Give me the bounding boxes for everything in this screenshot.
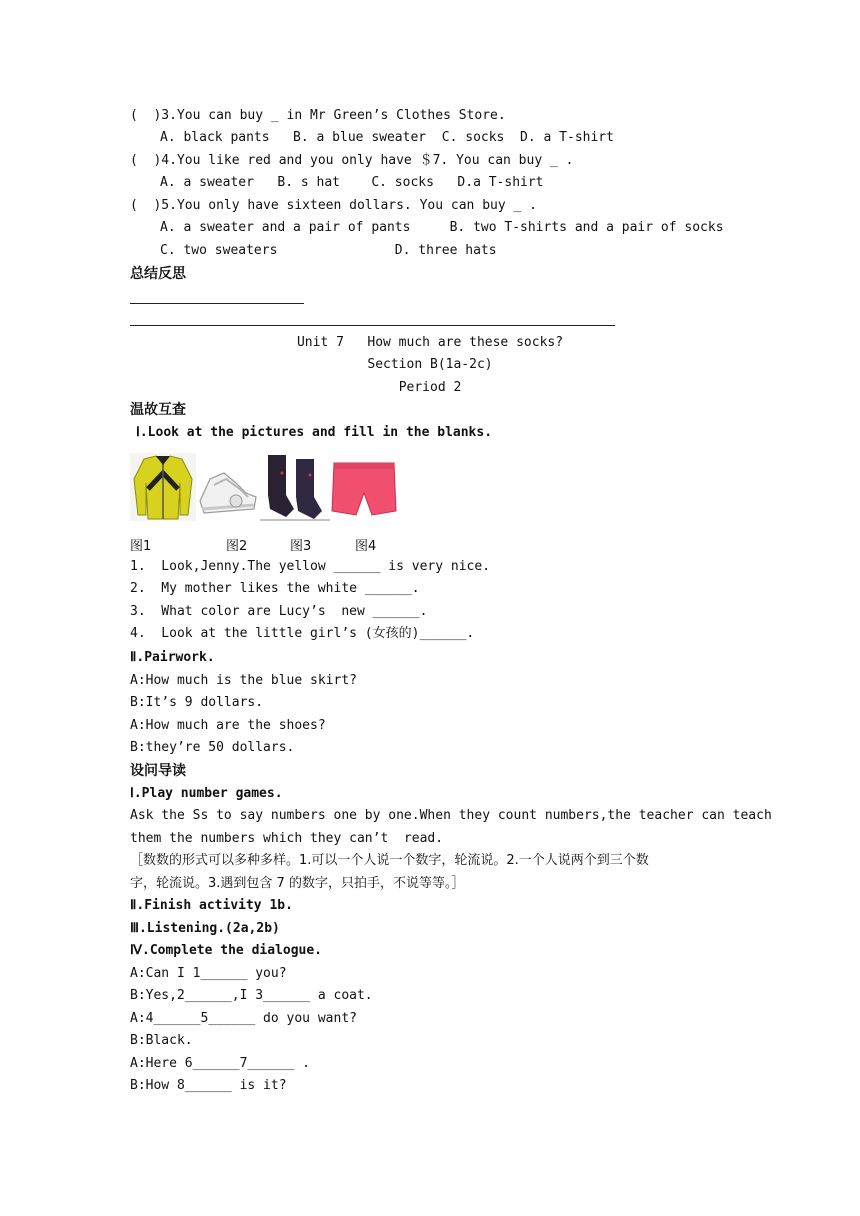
question-3-options: A. black pants B. a blue sweater C. socks D. a T-shirt: [160, 130, 614, 145]
question-3: ( )3.You can buy _ in Mr Green’s Clothes Store.: [130, 108, 506, 123]
fill-item-1: 1. Look,Jenny.The yellow ______ is very nice.: [130, 559, 491, 574]
dialogue-line-3: A:4______5______ do you want?: [130, 1011, 357, 1026]
white-shoes-image: [196, 453, 260, 521]
dialogue-line-4: B:Black.: [130, 1033, 193, 1048]
pairwork-line-1: A:How much is the blue skirt?: [130, 673, 357, 688]
pairwork-line-3: A:How much are the shoes?: [130, 718, 326, 733]
caption-1: 图1: [130, 539, 152, 554]
reflection-heading: 总结反思: [130, 266, 186, 282]
guide-part-1: Ⅰ.Play number games.: [130, 786, 283, 801]
question-5-options-a: A. a sweater and a pair of pants B. two T-shirts and a pair of socks: [160, 220, 724, 235]
question-4-options: A. a sweater B. s hat C. socks D.a T-shirt: [160, 175, 544, 190]
dialogue-line-6: B:How 8______ is it?: [130, 1078, 287, 1093]
yellow-jacket-image: [130, 453, 196, 521]
guide-heading: 设问导读: [130, 763, 186, 779]
guide-note-2: 字，轮流说。3.遇到包含 7 的数字，只拍手，不说等等。］: [130, 876, 465, 891]
caption-3: 图3: [290, 539, 312, 554]
guide-text-2: them the numbers which they can’t read.: [130, 831, 444, 846]
dialogue-line-1: A:Can I 1______ you?: [130, 966, 287, 981]
pink-shorts-image: [330, 453, 398, 521]
guide-part-3: Ⅲ.Listening.(2a,2b): [130, 921, 280, 936]
section-title: Section B(1a-2c): [367, 357, 493, 372]
fill-item-2: 2. My mother likes the white ______.: [130, 581, 420, 596]
review-heading: 温故互查: [130, 402, 186, 418]
review-part-1: Ⅰ.Look at the pictures and fill in the blanks.: [136, 425, 493, 440]
unit-title: Unit 7 How much are these socks?: [296, 335, 564, 350]
section-divider: [130, 325, 615, 326]
pairwork-line-2: B:It’s 9 dollars.: [130, 695, 264, 710]
guide-note-1: ［数数的形式可以多种多样。1.可以一个人说一个数字，轮流说。2.一个人说两个到三个数: [130, 853, 649, 868]
fill-item-4: 4. Look at the little girl’s (女孩的)______.: [130, 626, 475, 641]
caption-4: 图4: [355, 539, 377, 554]
period-title: Period 2: [398, 380, 462, 395]
pairwork-line-4: B:they’re 50 dollars.: [130, 740, 295, 755]
fill-item-3: 3. What color are Lucy’s new ______.: [130, 604, 428, 619]
question-5-options-b: C. two sweaters D. three hats: [160, 243, 497, 258]
question-4: ( )4.You like red and you only have ＄7. You can buy _ .: [130, 153, 574, 168]
guide-part-2: Ⅱ.Finish activity 1b.: [130, 898, 293, 913]
reflection-blank-line: [130, 303, 304, 304]
guide-part-4: Ⅳ.Complete the dialogue.: [130, 943, 323, 958]
dialogue-line-5: A:Here 6______7______ .: [130, 1056, 311, 1071]
dialogue-line-2: B:Yes,2______,I 3______ a coat.: [130, 988, 373, 1003]
black-socks-image: [260, 453, 330, 521]
review-part-2: Ⅱ.Pairwork.: [130, 650, 215, 665]
guide-text-1: Ask the Ss to say numbers one by one.When they count numbers,the teacher can teach: [130, 808, 772, 823]
caption-2: 图2: [226, 539, 248, 554]
question-5: ( )5.You only have sixteen dollars. You can buy _ .: [130, 198, 537, 213]
